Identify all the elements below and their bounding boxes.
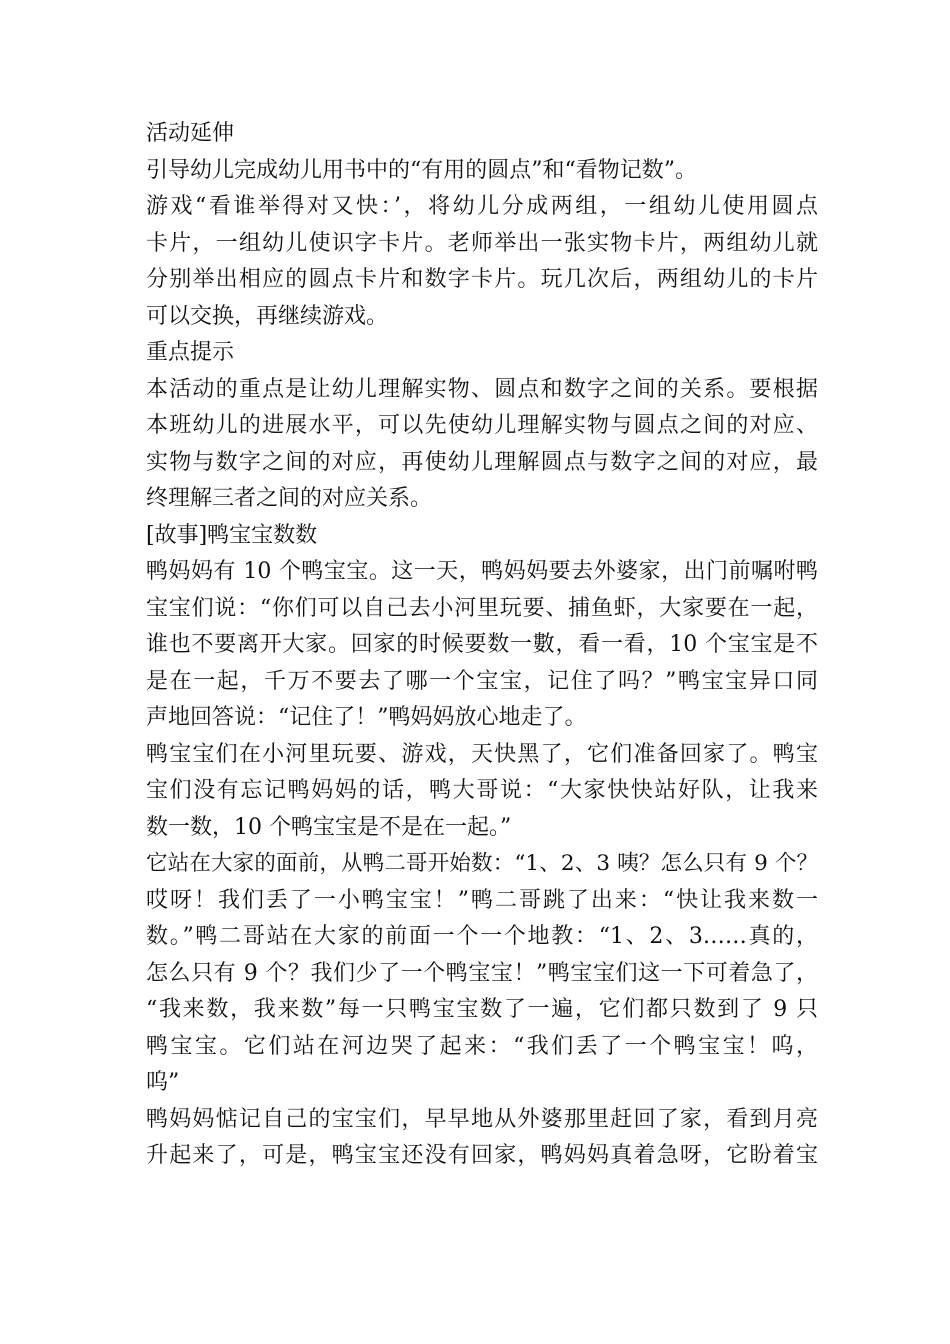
text-line: 实物与数字之间的对应，再使幼儿理解圆点与数字之间的对应，最 <box>146 449 818 475</box>
text-line: 怎么只有 9 个？我们少了一个鸭宝宝！”鸭宝宝们这一下可着急了， <box>146 960 818 986</box>
text-line: 宝宝们说：“你们可以自己去小河里玩要、捕鱼虾，大家要在一起， <box>146 595 818 621</box>
text-line: 数一数，10 个鸭宝宝是不是在一起。” <box>146 814 512 840</box>
text-line: 鸭妈妈惦记自己的宝宝们，早早地从外婆那里赶回了家，看到月亮 <box>146 1106 818 1132</box>
text-line: 分别举出相应的圆点卡片和数字卡片。玩几次后，两组幼儿的卡片 <box>146 267 818 292</box>
text-line: 重点提示 <box>146 340 235 365</box>
text-line: 呜” <box>146 1070 180 1095</box>
text-line: 本活动的重点是让幼儿理解实物、圆点和数字之间的关系。要根据 <box>146 376 818 402</box>
text-line: 谁也不要离开大家。回家的时候要数一數，看一看，10 个宝宝是不 <box>146 632 818 657</box>
text-line: 终理解三者之间的对应关系。 <box>146 486 433 511</box>
text-line: 是在一起，千万不要去了哪一个宝宝，记住了吗？”鸭宝宝异口同 <box>146 668 818 694</box>
document-page <box>146 116 818 1175</box>
text-line: 引导幼儿完成幼儿用书中的“有用的圆点”和“看物记数”。 <box>146 157 697 183</box>
text-line: 鸭宝宝。它们站在河边哭了起来：“我们丢了一个鸭宝宝！呜， <box>146 1033 818 1059</box>
text-line: 可以交换，再继续游戏。 <box>146 303 389 329</box>
text-line: 它站在大家的面前，从鸭二哥开始数：“1、2、3 咦？怎么只有 9 个？ <box>146 851 818 876</box>
text-line: 数。”鸭二哥站在大家的前面一个一个地教：“1、2、3……真的， <box>146 924 818 949</box>
text-line: 游戏“看谁举得对又快：’，将幼儿分成两组，一组幼儿使用圆点 <box>146 194 818 219</box>
text-line: 本班幼儿的进展水平，可以先使幼儿理解实物与圆点之间的对应、 <box>146 413 818 438</box>
text-line: 哎呀！我们丢了一小鸭宝宝！”鸭二哥跳了出来：“快让我来数一 <box>146 887 818 913</box>
text-line: 宝们没有忘记鸭妈妈的话，鸭大哥说：“大家快快站好队，让我来 <box>146 778 818 803</box>
text-line: 升起来了，可是，鸭宝宝还没有回家，鸭妈妈真着急呀，它盼着宝 <box>146 1143 818 1168</box>
text-line: 声地回答说：“记住了！”鸭妈妈放心地走了。 <box>146 705 587 730</box>
text-line: 卡片，一组幼儿使识字卡片。老师举出一张实物卡片，两组幼儿就 <box>146 230 818 256</box>
text-line: [故事]鸭宝宝数数 <box>146 522 318 548</box>
text-line: 鸭妈妈有 10 个鸭宝宝。这一天，鸭妈妈要去外婆家，出门前嘱咐鸭 <box>146 559 818 584</box>
text-line: 活动延伸 <box>146 121 235 146</box>
text-line: 鸭宝宝们在小河里玩要、游戏，天快黑了，它们准备回家了。鸭宝 <box>146 741 818 767</box>
text-line: “我来数，我来数”每一只鸭宝宝数了一遍，它们都只数到了 9 只 <box>146 997 818 1022</box>
